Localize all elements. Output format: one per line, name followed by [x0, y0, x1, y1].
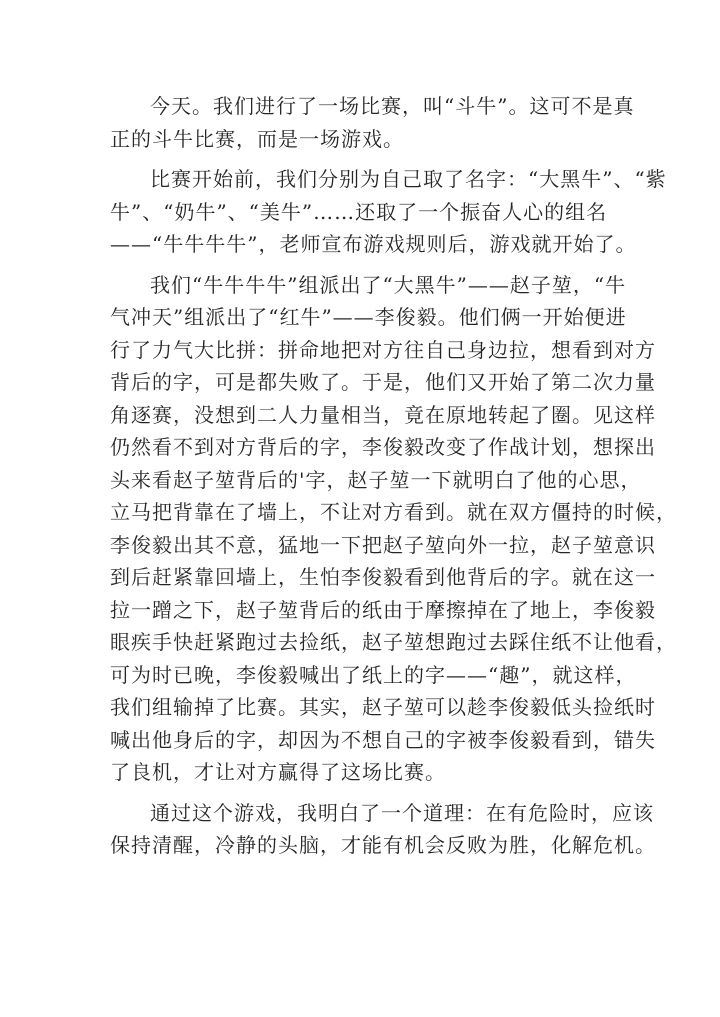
text-line: 到后赶紧靠回墙上，生怕李俊毅看到他背后的字。就在这一	[110, 565, 656, 589]
text-line: 拉一蹭之下，赵子堃背后的纸由于摩擦掉在了地上，李俊毅	[110, 597, 656, 622]
text-line: 今天。我们进行了一场比赛，叫“斗牛”。这可不是真	[150, 94, 635, 118]
text-line: 背后的字，可是都失败了。于是，他们又开始了第二次力量	[110, 370, 656, 394]
text-line: ——“牛牛牛牛”，老师宣布游戏规则后，游戏就开始了。	[110, 232, 637, 256]
text-line: 角逐赛，没想到二人力量相当，竟在原地转起了圈。见这样	[110, 402, 656, 427]
text-line: 李俊毅出其不意，猛地一下把赵子堃向外一拉，赵子堃意识	[110, 532, 656, 557]
text-line: 头来看赵子堃背后的'字，赵子堃一下就明白了他的心思，	[110, 467, 642, 492]
text-line: 仍然看不到对方背后的字，李俊毅改变了作战计划，想探出	[110, 435, 656, 459]
text-line: 我们“牛牛牛牛”组派出了“大黑牛”——赵子堃，“牛	[150, 272, 627, 297]
text-line: 气冲天”组派出了“红牛”——李俊毅。他们俩一开始便进	[110, 305, 627, 329]
text-line: 比赛开始前，我们分别为自己取了名字：“大黑牛”、“紫	[150, 167, 667, 191]
article-body	[110, 90, 677, 862]
text-line: 行了力气大比拼：拼命地把对方往自己身边拉，想看到对方	[110, 337, 656, 362]
text-line: 立马把背靠在了墙上，不让对方看到。就在双方僵持的时候，	[110, 500, 677, 524]
paragraph-3	[110, 269, 677, 789]
text-line: 我们组输掉了比赛。其实，赵子堃可以趁李俊毅低头捡纸时	[110, 695, 656, 719]
text-line: 保持清醒，冷静的头脑，才能有机会反败为胜，化解危机。	[110, 833, 656, 857]
text-line: 喊出他身后的字，却因为不想自己的字被李俊毅看到，错失	[110, 727, 656, 752]
text-line: 正的斗牛比赛，而是一场游戏。	[110, 126, 404, 151]
text-line: 通过这个游戏，我明白了一个道理：在有危险时，应该	[150, 800, 654, 825]
text-line: 可为时已晚，李俊毅喊出了纸上的字——“趣”，就这样，	[110, 662, 637, 687]
text-line: 眼疾手快赶紧跑过去捡纸，赵子堃想跑过去踩住纸不让他看，	[110, 630, 677, 654]
text-line: 了良机，才让对方赢得了这场比赛。	[110, 760, 446, 784]
text-line: 牛”、“奶牛”、“美牛”……还取了一个振奋人心的组名	[110, 199, 608, 224]
paragraph-4	[110, 797, 656, 862]
paragraph-2	[110, 163, 667, 261]
paragraph-1	[110, 90, 635, 155]
